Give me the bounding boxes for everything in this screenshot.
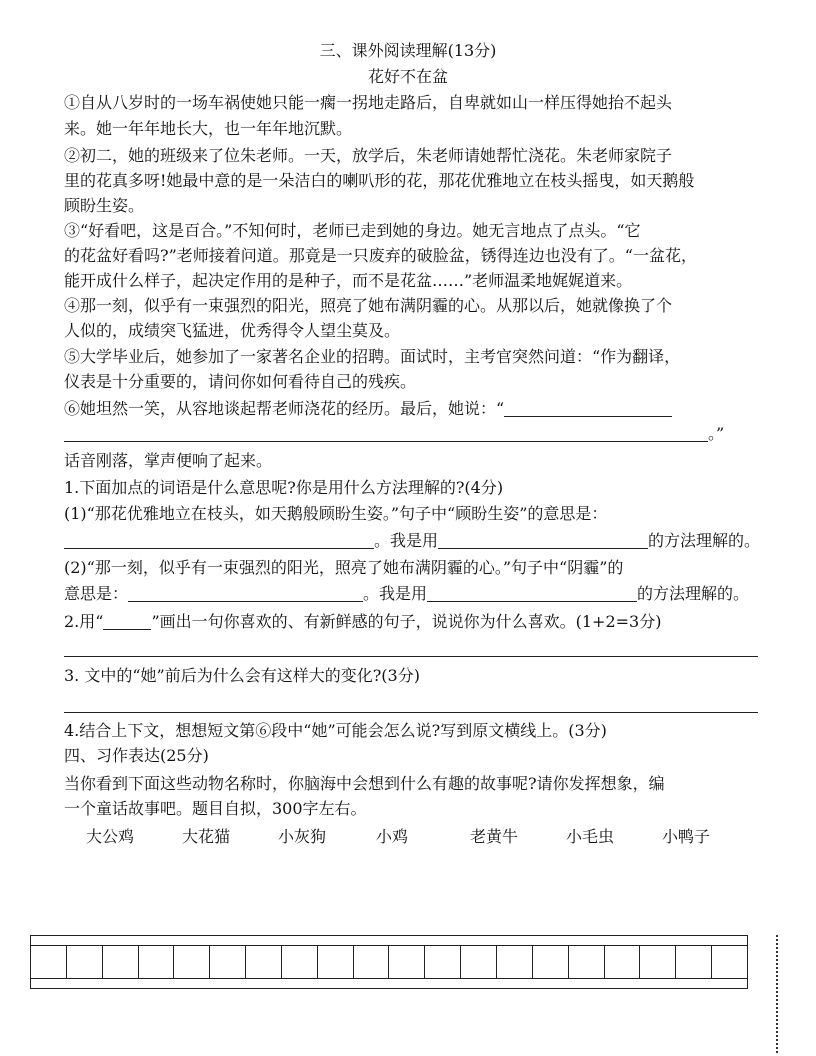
grid-cell[interactable] (281, 945, 317, 978)
question-2 (64, 611, 661, 633)
question-1-2-line-2 (64, 583, 749, 605)
grid-cell[interactable] (675, 945, 711, 978)
quote-blank-line[interactable] (504, 400, 672, 417)
paragraph-6-end-quote: 。” (708, 424, 725, 443)
binding-cut-line (776, 935, 778, 1053)
animal-word: 小灰狗 (278, 827, 327, 846)
question-2-end: ”画出一句你喜欢的、有新鲜感的句子，说说你为什么喜欢。(1+2=3分) (151, 612, 662, 631)
grid-cell[interactable] (317, 945, 353, 978)
grid-cell[interactable] (711, 945, 748, 978)
story-title: 花好不在盆 (367, 67, 448, 86)
paragraph-3-line-1: ③“好看吧，这是百合。”不知何时，老师已走到她的身边。她无言地点了点头。“它 (64, 221, 641, 240)
animal-word: 老黄牛 (470, 827, 519, 846)
question-2-start: 2.用“ (64, 612, 104, 631)
underline-sample (103, 613, 151, 630)
question-2-answer-line[interactable] (64, 656, 758, 657)
paragraph-5-line-2: 仪表是十分重要的，请问你如何看待自己的残疾。 (64, 372, 417, 391)
question-4: 4.结合上下文，想想短文第⑥段中“她”可能会怎么说?写到原文横线上。(3分) (64, 721, 607, 740)
grid-cell[interactable] (424, 945, 460, 978)
question-1-2-line-1: (2)“那一刻，似乎有一束强烈的阳光，照亮了她布满阴霾的心。”句子中“阴霾”的 (64, 558, 624, 577)
grid-cell[interactable] (568, 945, 604, 978)
question-1-1-line-2 (64, 530, 760, 552)
paragraph-6-line-1 (64, 398, 672, 420)
question-1-1-mid: 。我是用 (374, 531, 439, 550)
grid-cell[interactable] (209, 945, 245, 978)
question-1: 1.下面加点的词语是什么意思呢?你是用什么方法理解的?(4分) (64, 478, 504, 497)
method-answer-blank-2[interactable] (427, 585, 637, 602)
composition-grid-row (30, 945, 748, 978)
paragraph-4-line-2: 人似的，成绩突飞猛进，优秀得令人望尘莫及。 (64, 321, 401, 340)
question-1-2-start: 意思是： (64, 584, 129, 603)
grid-cell[interactable] (66, 945, 102, 978)
grid-cell[interactable] (639, 945, 675, 978)
paragraph-2-line-1: ②初二，她的班级来了位朱老师。一天，放学后，朱老师请她帮忙浇花。朱老师家院子 (64, 146, 673, 165)
meaning-answer-blank-1[interactable] (64, 532, 374, 549)
animal-word: 大花猫 (182, 827, 231, 846)
method-answer-blank-1[interactable] (438, 532, 648, 549)
writing-prompt-line-1: 当你看到下面这些动物名称时，你脑海中会想到什么有趣的故事呢?请你发挥想象，编 (64, 774, 665, 793)
animal-word: 小毛虫 (566, 827, 615, 846)
question-1-1-end: 的方法理解的。 (648, 531, 761, 550)
paragraph-6-text: ⑥她坦然一笑，从容地谈起帮老师浇花的经历。最后，她说：“ (64, 399, 505, 418)
section3-heading: 三、课外阅读理解(13分) (319, 41, 497, 60)
paragraph-6-line-3: 话音刚落，掌声便响了起来。 (64, 451, 273, 470)
animal-word: 小鸭子 (662, 827, 711, 846)
question-3-answer-line[interactable] (64, 712, 758, 713)
paragraph-3-line-2: 的花盆好看吗?”老师接着问道。那竟是一只废弃的破脸盆，锈得连边也没有了。“一盆花， (64, 246, 697, 265)
paragraph-6-line-2 (64, 423, 724, 445)
animal-word: 大公鸡 (86, 827, 135, 846)
paragraph-2-line-2: 里的花真多呀!她最中意的是一朵洁白的喇叭形的花，那花优雅地立在枝头摇曳，如天鹅般 (64, 171, 695, 190)
paragraph-5-line-1: ⑤大学毕业后，她参加了一家著名企业的招聘。面试时，主考官突然问道：“作为翻译， (64, 347, 681, 366)
paragraph-3-line-3: 能开成什么样子，起决定作用的是种子，而不是花盆……”老师温柔地娓娓道来。 (64, 271, 633, 290)
paragraph-4-line-1: ④那一刻，似乎有一束强烈的阳光，照亮了她布满阴霾的心。从那以后，她就像换了个 (64, 296, 673, 315)
question-1-1-line-1: (1)“那花优雅地立在枝头，如天鹅般顾盼生姿。”句子中“顾盼生姿”的意思是： (64, 504, 608, 523)
grid-cell[interactable] (496, 945, 532, 978)
question-1-2-mid: 。我是用 (363, 584, 428, 603)
meaning-answer-blank-2[interactable] (128, 585, 363, 602)
paragraph-1-line-1: ①自从八岁时的一场车祸使她只能一瘸一拐地走路后，自卑就如山一样压得她抬不起头 (64, 93, 673, 112)
section4-heading: 四、习作表达(25分) (64, 746, 209, 765)
grid-cell[interactable] (353, 945, 389, 978)
grid-cell[interactable] (245, 945, 281, 978)
paragraph-2-line-3: 顾盼生姿。 (64, 196, 145, 215)
animal-word: 小鸡 (376, 827, 409, 846)
grid-cell[interactable] (102, 945, 138, 978)
grid-cell[interactable] (532, 945, 568, 978)
question-1-2-end: 的方法理解的。 (637, 584, 750, 603)
composition-grid[interactable] (30, 935, 748, 989)
question-3: 3. 文中的“她”前后为什么会有这样大的变化?(3分) (64, 666, 420, 685)
writing-prompt-line-2: 一个童话故事吧。题目自拟，300字左右。 (64, 799, 367, 818)
grid-cell[interactable] (388, 945, 424, 978)
grid-cell[interactable] (604, 945, 640, 978)
paragraph-1-line-2: 来。她一年年地长大，也一年年地沉默。 (64, 119, 353, 138)
grid-cell[interactable] (138, 945, 174, 978)
grid-cell[interactable] (30, 945, 66, 978)
grid-cell[interactable] (460, 945, 496, 978)
quote-blank-line-2[interactable] (64, 425, 708, 442)
grid-cell[interactable] (173, 945, 209, 978)
